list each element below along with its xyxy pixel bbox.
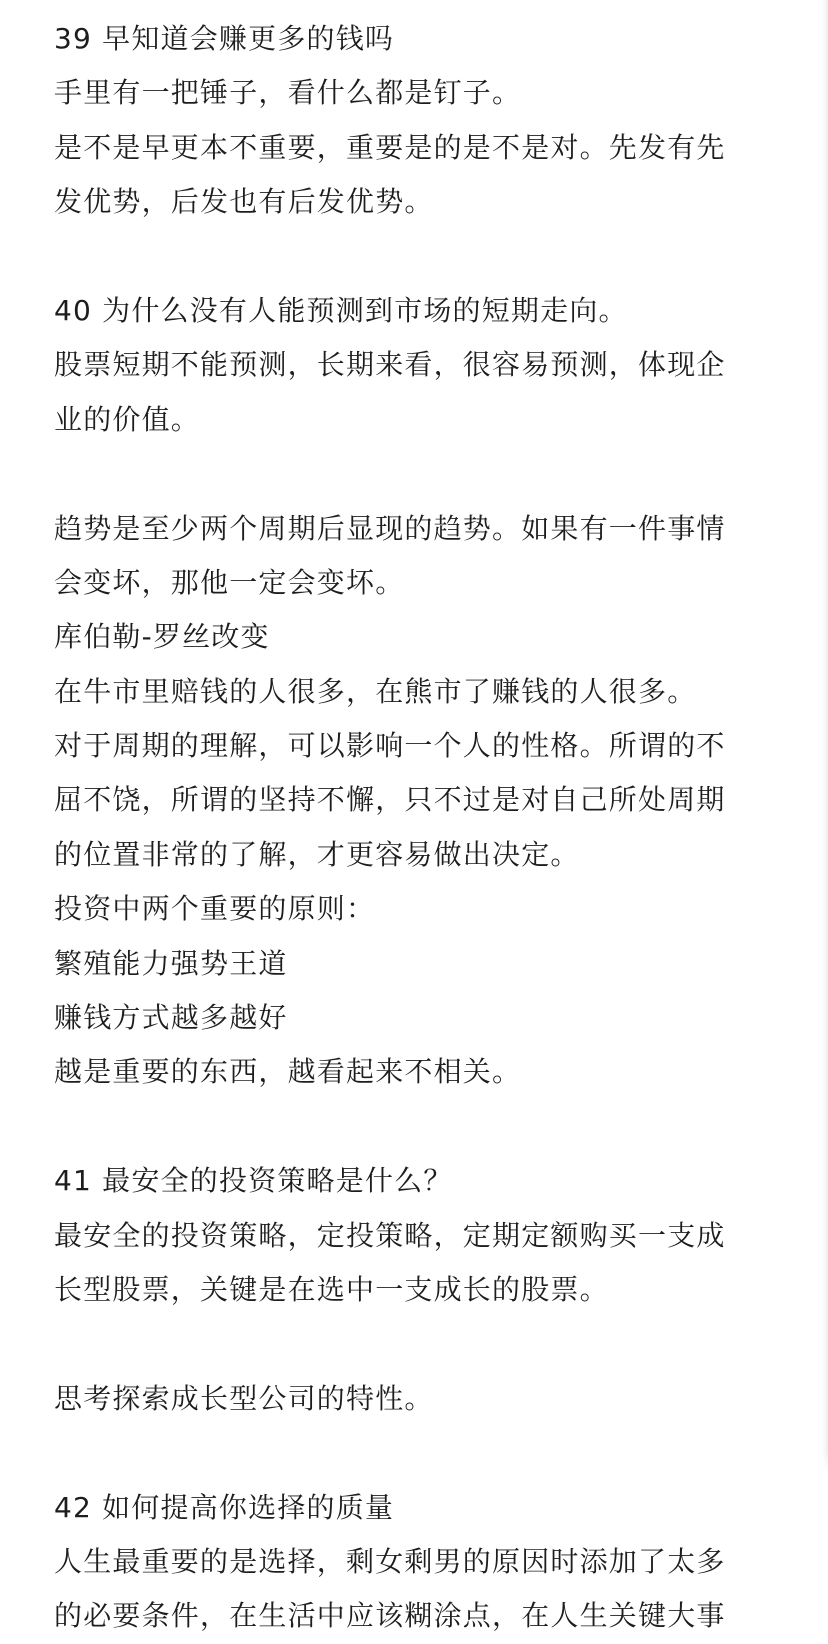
text-line: 库伯勒-罗丝改变 — [54, 620, 270, 654]
text-line: 繁殖能力强势王道 — [54, 946, 288, 980]
text-line: 赚钱方式越多越好 — [54, 1001, 288, 1035]
q42-heading: 42 如何提高你选择的质量 — [54, 1490, 395, 1524]
text-line: 手里有一把锤子，看什么都是钉子。 — [54, 76, 522, 110]
text-line: 人生最重要的是选择，剩女剩男的原因时添加了太多 — [54, 1544, 726, 1578]
document-body — [54, 12, 774, 1644]
text-line: 趋势是至少两个周期后显现的趋势。如果有一件事情 — [54, 511, 726, 545]
blank-line — [54, 447, 774, 501]
text-line: 投资中两个重要的原则： — [54, 892, 376, 926]
blank-line — [54, 1317, 774, 1371]
q41-heading: 41 最安全的投资策略是什么？ — [54, 1164, 453, 1198]
blank-line — [54, 1100, 774, 1154]
blank-line — [54, 230, 774, 284]
bottom-fade — [0, 1451, 828, 1473]
text-line: 的位置非常的了解，才更容易做出决定。 — [54, 837, 580, 871]
text-line: 股票短期不能预测，长期来看，很容易预测，体现企 — [54, 348, 726, 382]
text-line: 在牛市里赔钱的人很多，在熊市了赚钱的人很多。 — [54, 674, 697, 708]
text-line: 发优势，后发也有后发优势。 — [54, 185, 434, 219]
text-line: 最安全的投资策略，定投策略，定期定额购买一支成 — [54, 1218, 726, 1252]
text-line: 对于周期的理解，可以影响一个人的性格。所谓的不 — [54, 729, 726, 763]
q40-heading: 40 为什么没有人能预测到市场的短期走向。 — [54, 293, 628, 327]
text-line: 思考探索成长型公司的特性。 — [54, 1381, 434, 1415]
text-line: 会变坏，那他一定会变坏。 — [54, 565, 405, 599]
text-line: 屈不饶，所谓的坚持不懈，只不过是对自己所处周期 — [54, 783, 726, 817]
text-line: 业的价值。 — [54, 402, 201, 436]
text-line: 是不是早更本不重要，重要是的是不是对。先发有先 — [54, 130, 726, 164]
text-line: 越是重要的东西，越看起来不相关。 — [54, 1055, 522, 1089]
page-edge-shadow — [822, 0, 828, 1473]
text-line: 的必要条件，在生活中应该糊涂点，在人生关键大事 — [54, 1599, 726, 1633]
text-line: 长型股票，关键是在选中一支成长的股票。 — [54, 1272, 609, 1306]
q39-heading: 39 早知道会赚更多的钱吗 — [54, 22, 395, 55]
